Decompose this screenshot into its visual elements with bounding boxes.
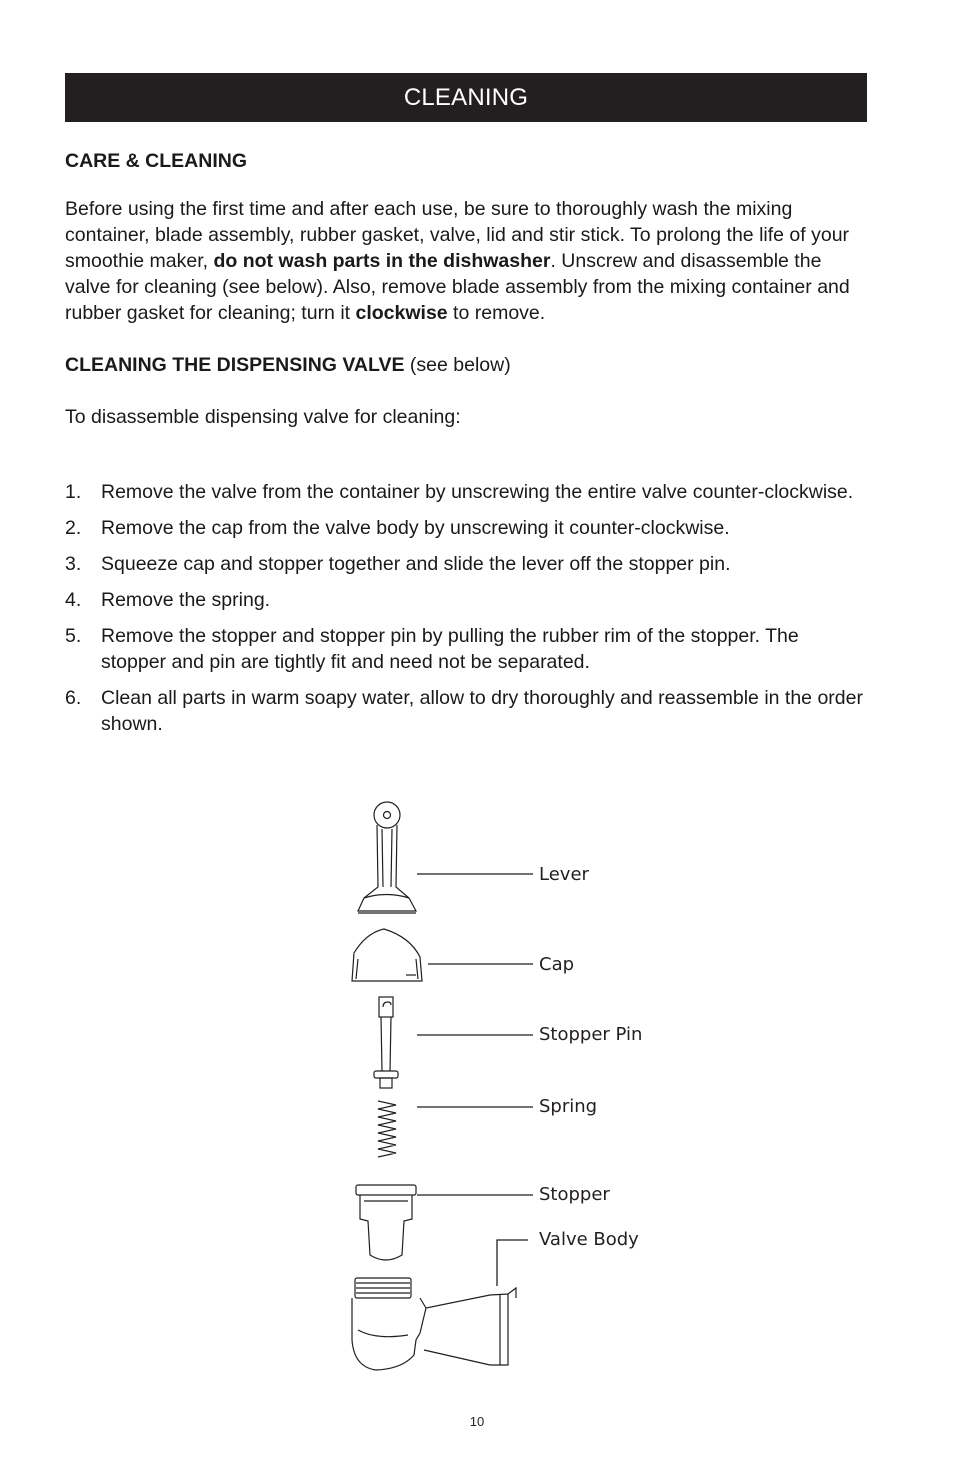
page-content — [65, 148, 865, 747]
spring-illustration — [378, 1101, 396, 1157]
list-item — [65, 479, 865, 505]
spring-label: Spring — [539, 1096, 598, 1117]
care-text-1: Before using the first time and after each use, be sure to thoroughly wash the mixing container, blade assembly, rubber gasket, valve, lid and stir stick. To prolong the life of your smoothie maker, — [65, 198, 850, 272]
step-number: 3. — [65, 553, 82, 575]
valve-heading-note: (see below) — [404, 354, 511, 376]
care-bold-2: clockwise — [355, 302, 448, 324]
stopper-pin-illustration — [374, 997, 398, 1088]
section-title: CLEANING — [403, 83, 529, 111]
step-text: Remove the cap from the valve body by unscrewing it counter-clockwise. — [101, 517, 730, 539]
step-text: Remove the valve from the container by unscrewing the entire valve counter-clockwise. — [101, 481, 854, 503]
step-number: 5. — [65, 625, 82, 647]
list-item — [65, 515, 865, 541]
step-text: Remove the stopper and stopper pin by pulling the rubber rim of the stopper. The stopper and pin are tightly fit and need not be separated. — [101, 625, 799, 673]
valve-body-illustration — [352, 1278, 516, 1370]
leader-lines — [417, 874, 533, 1286]
lever-illustration — [358, 802, 416, 913]
care-paragraph — [65, 196, 865, 326]
valve-intro: To disassemble dispensing valve for cleaning: — [65, 406, 461, 428]
step-number: 4. — [65, 589, 82, 611]
stopper-illustration — [356, 1185, 416, 1260]
step-text: Clean all parts in warm soapy water, allow to dry thoroughly and reassemble in the order shown. — [101, 687, 863, 735]
step-number: 2. — [65, 517, 82, 539]
valve-parts-illustration — [340, 795, 680, 1385]
section-header — [65, 73, 867, 122]
page-number: 10 — [469, 1414, 485, 1429]
step-text: Squeeze cap and stopper together and slide the lever off the stopper pin. — [101, 553, 731, 575]
care-heading: CARE & CLEANING — [65, 150, 248, 172]
step-number: 6. — [65, 687, 82, 709]
valve-heading-line — [65, 352, 865, 378]
steps-list — [65, 479, 865, 737]
lever-label: Lever — [539, 864, 589, 885]
valve-parts-diagram — [340, 795, 680, 1385]
cap-illustration — [352, 929, 422, 981]
care-bold-1: do not wash parts in the dishwasher — [213, 250, 551, 272]
valve-heading: CLEANING THE DISPENSING VALVE — [65, 354, 405, 376]
list-item — [65, 623, 865, 675]
list-item — [65, 685, 865, 737]
cap-label: Cap — [539, 954, 575, 975]
care-text-3: to remove. — [447, 302, 546, 324]
step-number: 1. — [65, 481, 82, 503]
stopper-pin-label: Stopper Pin — [539, 1024, 643, 1045]
care-text-2: . Unscrew and disassemble the valve for cleaning (see below). Also, remove blade assembly from the mixing container and rubber gasket for cleaning; turn it — [65, 250, 850, 324]
stopper-label: Stopper — [539, 1184, 610, 1205]
list-item — [65, 551, 865, 577]
valve-body-label: Valve Body — [539, 1229, 639, 1250]
step-text: Remove the spring. — [101, 589, 271, 611]
list-item — [65, 587, 865, 613]
